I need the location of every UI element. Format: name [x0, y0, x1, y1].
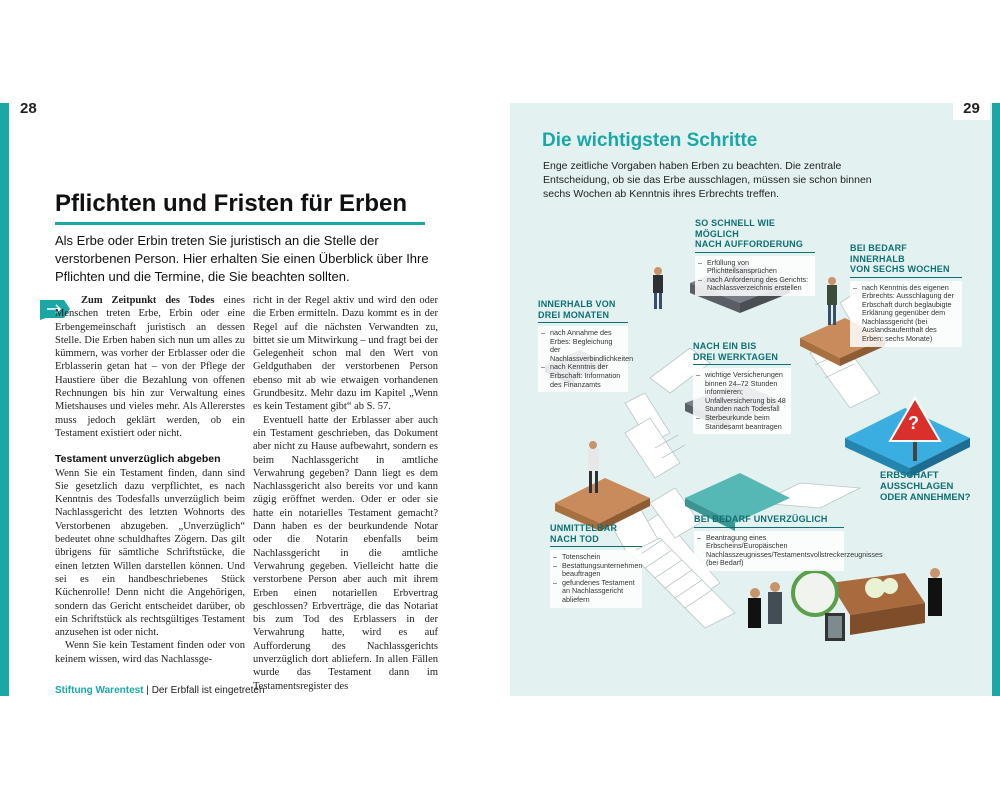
footer-brand: Stiftung Warentest [55, 685, 144, 696]
lead-paragraph: Als Erbe oder Erbin treten Sie juristisch an die Stelle der verstorbenen Person. Hier erhalten Sie einen Überblick über Ihre Pflichten und die Termine, die Sie beachten sollten. [55, 233, 429, 284]
title-underline [55, 222, 425, 225]
callout-heading: VON SECHS WOCHEN [850, 264, 950, 274]
list-item: – nach Anforderung des Gerichts: Nachlassverzeichnis erstellen [698, 276, 811, 293]
callout-heading: BEI BEDARF UNVERZÜGLICH [694, 514, 828, 524]
callout-list [550, 550, 642, 608]
paragraph: Eventuell hatte der Erblasser aber auch ein Testament geschrieben, das Dokument aber nicht zu Hause aufbewahrt, sondern es beim Nachlassgericht in amtliche Verwahrung gegeben? Dann liegt es dem Nachlassgericht also bereits vor und kann zügig eröffnet werden. Oder er oder sie hatte ein notarielles Testament gemacht? Dann haben es der beurkundende Notar oder die Notarin ebenfalls beim Nachlassgericht in die amtliche Verwahrung gegeben. Vielleicht hatte die verstorbene Person aber auch mit ihrem Erben einen notariellen Erbvertrag geschlossen? Erbverträge, die das Notariat bis zum Tod des Erblassers in der Verwahrung hatte, wird es auf Aufforderung des Nachlassgerichts unverzüglich dort abliefern. In allen Fällen wurde das Testament dann im Testamentsregister des [253, 414, 438, 692]
list-item: – Totenschein [553, 553, 638, 562]
page-title: Pflichten und Fristen für Erben [55, 190, 408, 217]
list-item: – nach Kenntnis der Erbschaft: Information des Finanzamts [541, 363, 624, 389]
list-item: – gefundenes Testament an Nachlassgericht abliefern [553, 579, 638, 605]
page-number-right: 29 [953, 103, 990, 120]
callout-heading: DREI WERKTAGEN [693, 351, 779, 362]
figure-man-top [653, 267, 663, 309]
infographic-title: Die wichtigsten Schritte [542, 130, 758, 151]
paragraph: Wenn Sie kein Testament finden oder von keinem wissen, wird das Nachlassge- [55, 640, 245, 665]
paragraph-text: eines Menschen treten Erbe, Erbin oder eine Erbengemeinschaft juristisch an dessen Stelle. Die Erben haben sich nun um alles zu kümmern, was vorher der Erblasser oder die Erblasserin getan hat – von der Pflege der Haustiere über die Bezahlung von offenen Rechnungen bis hin zur Verwaltung eines Mietshauses und vieles mehr. Als Allererstes muss jedoch geklärt werden, ob ein Testament existiert oder nicht. [55, 295, 245, 439]
callout-heading: SO SCHNELL WIE MÖGLICH [695, 218, 776, 239]
callout-heading: DREI MONATEN [538, 309, 610, 320]
callout-unmittelbar [550, 523, 642, 608]
callout-sechs-wochen [850, 243, 962, 347]
warning-sign-mark: ? [908, 413, 919, 433]
figure-man-right [827, 277, 837, 325]
callout-list [695, 256, 815, 296]
text-column-1 [55, 294, 245, 666]
callout-heading: UNMITTELBAR [550, 523, 618, 533]
callout-list [850, 281, 962, 347]
callout-werktage [693, 341, 791, 434]
list-item: – Beantragung eines Erbscheins/Europäischen Nachlasszeugnisses/Testamentsvollstreckerzeugnisses (bei Bedarf) [697, 534, 840, 568]
callout-drei-monate [538, 299, 634, 392]
paragraph: richt in der Regel aktiv und wird den oder die Erben ermitteln. Dazu kommt es in der Regel auf die nächsten Verwandten zu, bittet sie um Mitwirkung – und fragt bei der Gelegenheit schon mal den Wert von Geldguthaben der verstorbenen Person ebenso mit ab wie etwaigen vorhandenen Grundbesitz. Mehr dazu im Kapitel „Wenn es kein Testament gibt“ ab S. 57. [253, 295, 438, 413]
callout-heading: NACH TOD [550, 533, 599, 544]
callout-heading: INNERHALB VON [538, 299, 616, 309]
callout-unverzueglich [694, 514, 883, 571]
list-item: – nach Annahme des Erbes: Begleichung der Nachlassverbindlichkeiten [541, 329, 624, 363]
list-item: – wichtige Versicherungen binnen 24–72 Stunden informieren; Unfallversicherung bis 48 Stunden nach Todesfall [696, 371, 787, 414]
right-page-edge-bar [992, 103, 1000, 696]
list-item: – Sterbeurkunde beim Standesamt beantragen [696, 414, 787, 431]
infographic-intro: Enge zeitliche Vorgaben haben Erben zu beachten. Die zentrale Entscheidung, ob sie das Erbe ausschlagen, müssen sie schon binnen sechs Wochen ab Kenntnis ihres Erbrechts treffen. [543, 160, 872, 200]
callout-heading: NACH AUFFORDERUNG [695, 239, 804, 249]
callout-list [538, 326, 634, 392]
list-item: – Bestattungsunternehmen beauftragen [553, 562, 638, 579]
paragraph [55, 294, 245, 440]
page-number-left: 28 [20, 100, 37, 117]
left-page-edge-bar [0, 103, 9, 696]
callout-list [694, 531, 883, 571]
callout-list [693, 368, 791, 434]
footer-section: Der Erbfall ist eingetreten [151, 685, 265, 696]
footer-separator: | [146, 685, 149, 696]
decision-label: ERBSCHAFT AUSSCHLAGEN ODER ANNEHMEN? [880, 470, 971, 503]
paragraph: Wenn Sie ein Testament finden, dann sind Sie gesetzlich dazu verpflichtet, es nach Kenntnis des Todesfalls unverzüglich beim Nachlassgericht des letzten Wohnorts des Verstorbenen abzugeben. „Unverzüglich“ bedeutet ohne schuldhaftes Zögern. Das gilt übrigens für sämtliche Schriftstücke, die einen letzten Willen darstellen können. Und sei es ein handbeschriebenes Stück Küchenrolle! Denn nicht die Angehörigen, sondern das Gericht entscheidet darüber, ob ein Schriftstück als rechtsgültiges Testament anzusehen ist oder nicht. [55, 467, 245, 639]
runin-heading: Zum Zeitpunkt des Todes [81, 295, 215, 306]
subheading: Testament unverzüglich abgeben [55, 453, 221, 466]
text-column-2 [253, 294, 438, 693]
infographic-page [510, 103, 992, 696]
callout-so-schnell [695, 218, 815, 296]
funeral-scene [748, 568, 942, 641]
list-item: – nach Kenntnis des eigenen Erbrechts: Ausschlagung der Erbschaft durch beglaubigte Erklärung gegenüber dem Nachlassgericht (bei Auslandsaufenthalt des Erben: sechs Monate) [853, 284, 958, 344]
page-footer [55, 685, 265, 696]
list-item: – Erfüllung von Pflichtteilsansprüchen [698, 259, 811, 276]
callout-heading: NACH EIN BIS [693, 341, 757, 351]
callout-heading: BEI BEDARF INNERHALB [850, 243, 908, 264]
